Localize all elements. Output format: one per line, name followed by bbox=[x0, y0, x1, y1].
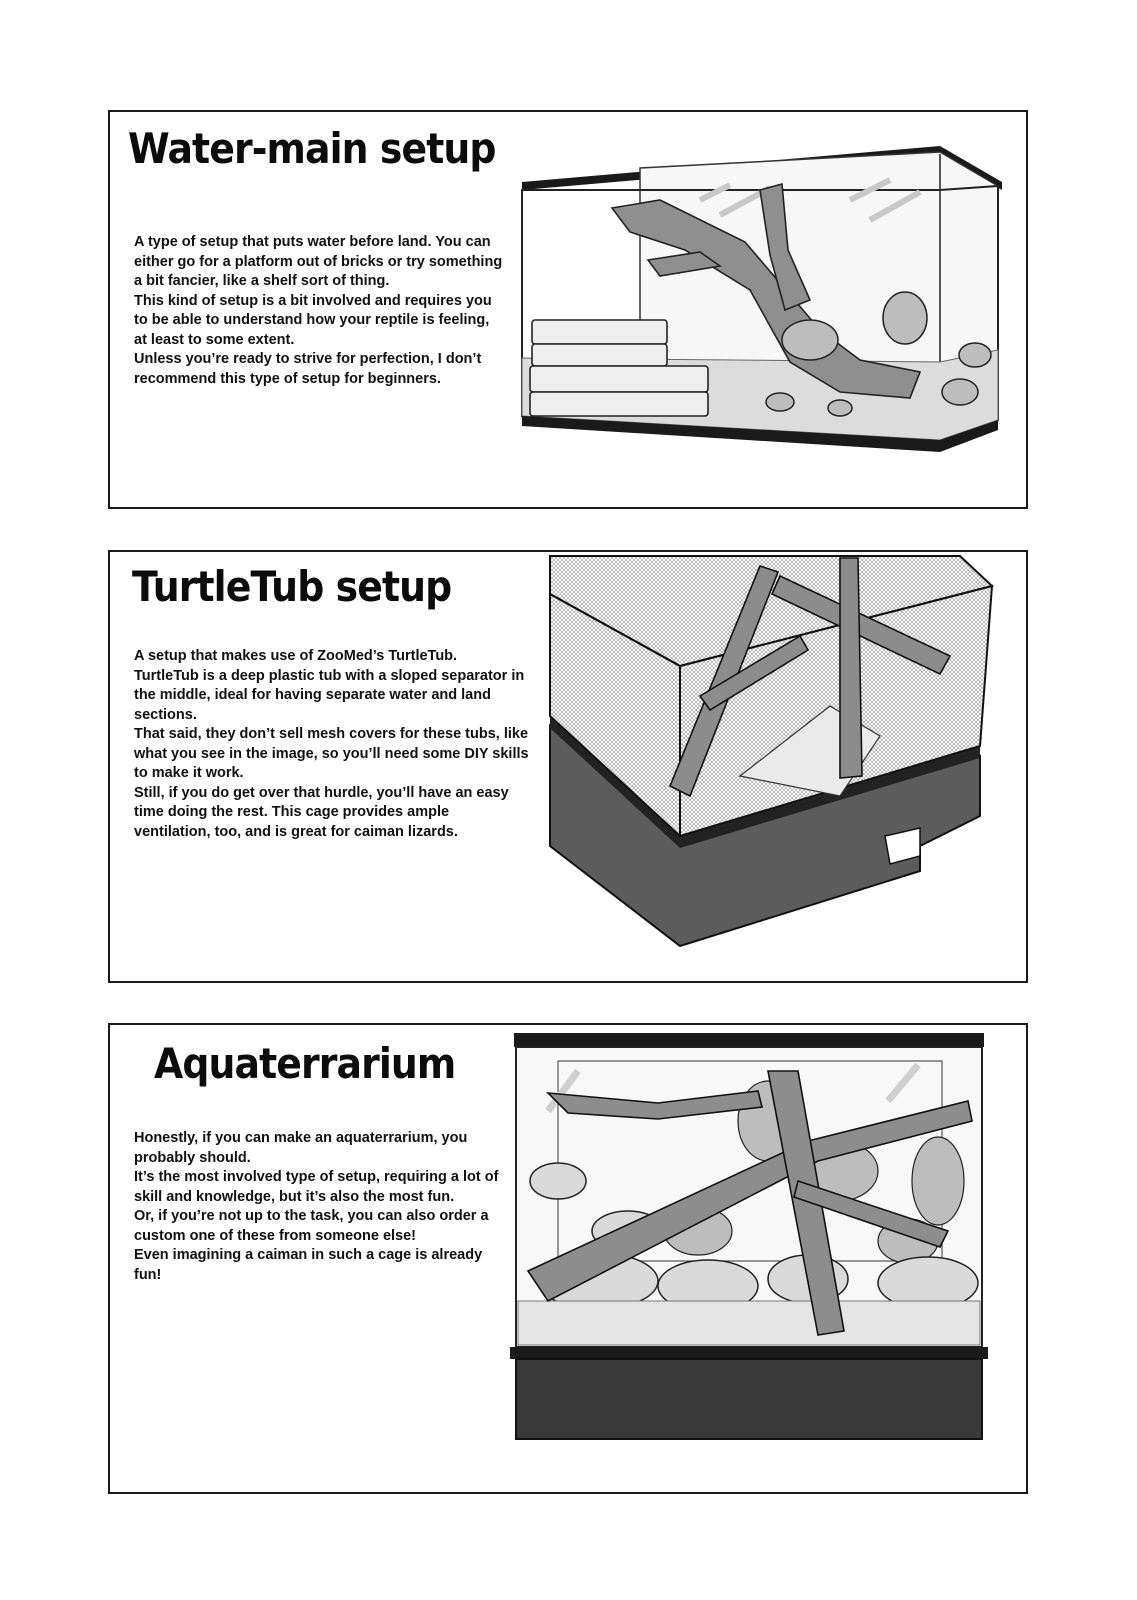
section-title: TurtleTub setup bbox=[132, 562, 452, 611]
paragraph: A setup that makes use of ZooMed’s TurtleTub. bbox=[134, 648, 458, 664]
section-description bbox=[134, 1129, 504, 1285]
turtletub-cage-illustration bbox=[540, 550, 1000, 956]
paragraph: Honestly, if you can make an aquaterrarium, you probably should. bbox=[134, 1130, 468, 1166]
paragraph: Or, if you’re not up to the task, you can also order a custom one of these from someone else! bbox=[134, 1208, 489, 1244]
aquaterrarium-panel bbox=[108, 1023, 1028, 1494]
paragraph: A type of setup that puts water before land. You can either go for a platform out of bricks or try something a bit fancier, like a shelf sort of thing. bbox=[134, 234, 503, 289]
paragraph: Still, if you do get over that hurdle, you’ll have an easy time doing the rest. This cage provides ample ventilation, too, and is great for caiman lizards. bbox=[134, 784, 509, 840]
section-title: Aquaterrarium bbox=[154, 1039, 456, 1088]
paragraph: TurtleTub is a deep plastic tub with a sloped separator in the middle, ideal for having separate water and land sections. bbox=[134, 667, 525, 723]
paragraph: Even imagining a caiman in such a cage is already fun! bbox=[134, 1247, 483, 1283]
water-main-tank-illustration bbox=[520, 140, 1010, 460]
aquaterrarium-tank-illustration bbox=[508, 1031, 990, 1443]
section-description bbox=[134, 233, 504, 389]
paragraph: This kind of setup is a bit involved and requires you to be able to understand how your reptile is feeling, at least to some extent. bbox=[134, 292, 492, 348]
paragraph: That said, they don’t sell mesh covers for these tubs, like what you see in the image, so you’ll need some DIY skills to make it work. bbox=[134, 726, 529, 781]
paragraph: Unless you’re ready to strive for perfection, I don’t recommend this type of setup for beginners. bbox=[134, 351, 482, 387]
paragraph: It’s the most involved type of setup, requiring a lot of skill and knowledge, but it’s also the most fun. bbox=[134, 1169, 499, 1205]
water-main-setup-panel bbox=[108, 110, 1028, 509]
turtletub-setup-panel bbox=[108, 550, 1028, 983]
section-title: Water-main setup bbox=[128, 124, 496, 173]
section-description bbox=[134, 647, 529, 842]
